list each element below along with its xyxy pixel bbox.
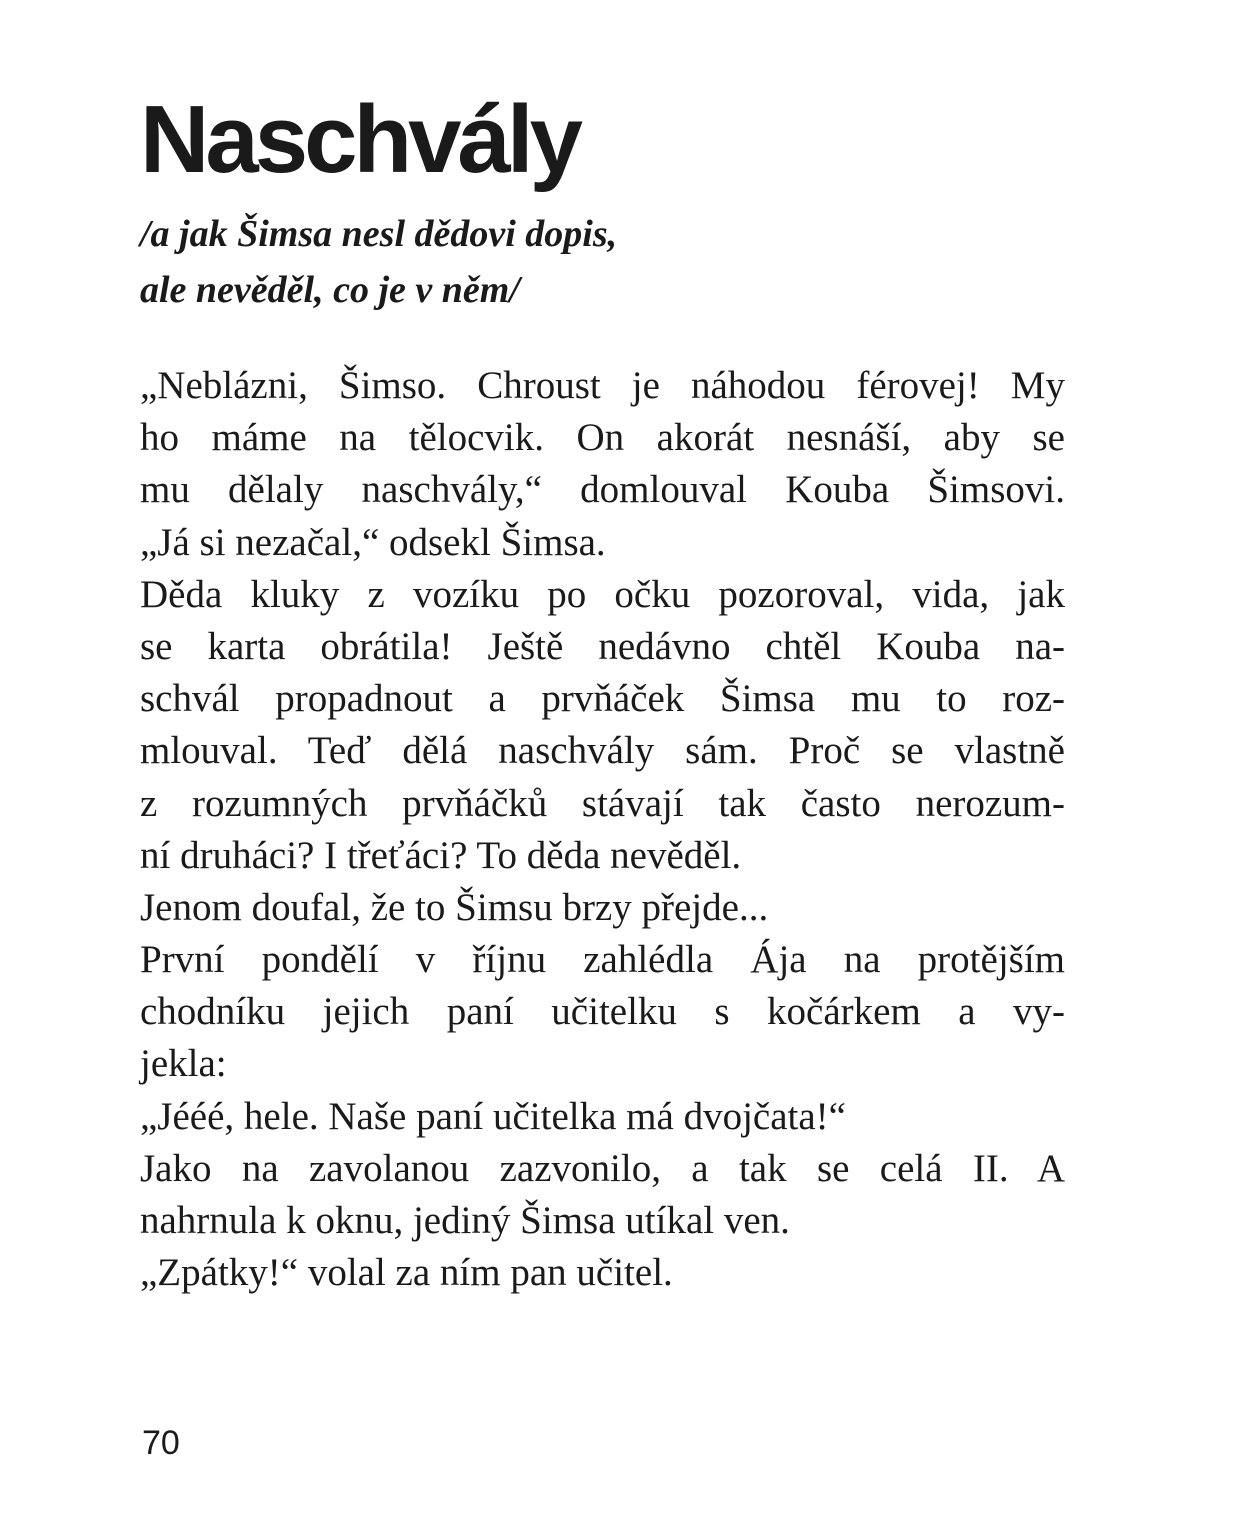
text-line: ho máme na tělocvik. On akorát nesnáší, aby se [140,416,1065,460]
text-line: z rozumných prvňáčků stávají tak často nerozum- [140,781,1065,825]
subtitle-line: ale nevěděl, co je v něm/ [140,269,520,311]
text-line: Děda kluky z vozíku po očku pozoroval, vida, jak [140,572,1065,616]
text-line: „Zpátky!“ volal za ním pan učitel. [140,1251,673,1295]
text-line: se karta obrátila! Ještě nedávno chtěl Kouba na- [140,624,1065,668]
text-line: ní druháci? I třeťáci? To děda nevěděl. [140,833,742,877]
chapter-subtitle [140,206,617,318]
text-line: První pondělí v říjnu zahlédla Ája na protějším [140,938,1065,982]
text-line: mlouval. Teď dělá naschvály sám. Proč se vlastně [140,729,1065,773]
chapter-title: Naschvály [140,86,579,193]
text-line: Jenom doufal, že to Šimsu brzy přejde... [140,885,769,929]
text-line: „Já si nezačal,“ odsekl Šimsa. [140,520,606,564]
text-line: Jako na zavolanou zazvonilo, a tak se celá II. A [140,1146,1065,1190]
text-line: „Jééé, hele. Naše paní učitelka má dvojčata!“ [140,1094,846,1138]
text-line: mu dělaly naschvály,“ domlouval Kouba Šimsovi. [140,468,1065,512]
text-line: chodníku jejich paní učitelku s kočárkem a vy- [140,990,1065,1034]
text-line: nahrnula k oknu, jediný Šimsa utíkal ven. [140,1199,790,1242]
subtitle-line: /a jak Šimsa nesl dědovi dopis, [140,213,618,255]
text-line: schvál propadnout a prvňáček Šimsa mu to roz- [140,677,1065,721]
body-text [140,360,1065,1299]
page-number: 70 [142,1424,180,1462]
text-line: jekla: [140,1042,227,1086]
text-line: „Neblázni, Šimso. Chroust je náhodou férovej! My [140,364,1065,407]
